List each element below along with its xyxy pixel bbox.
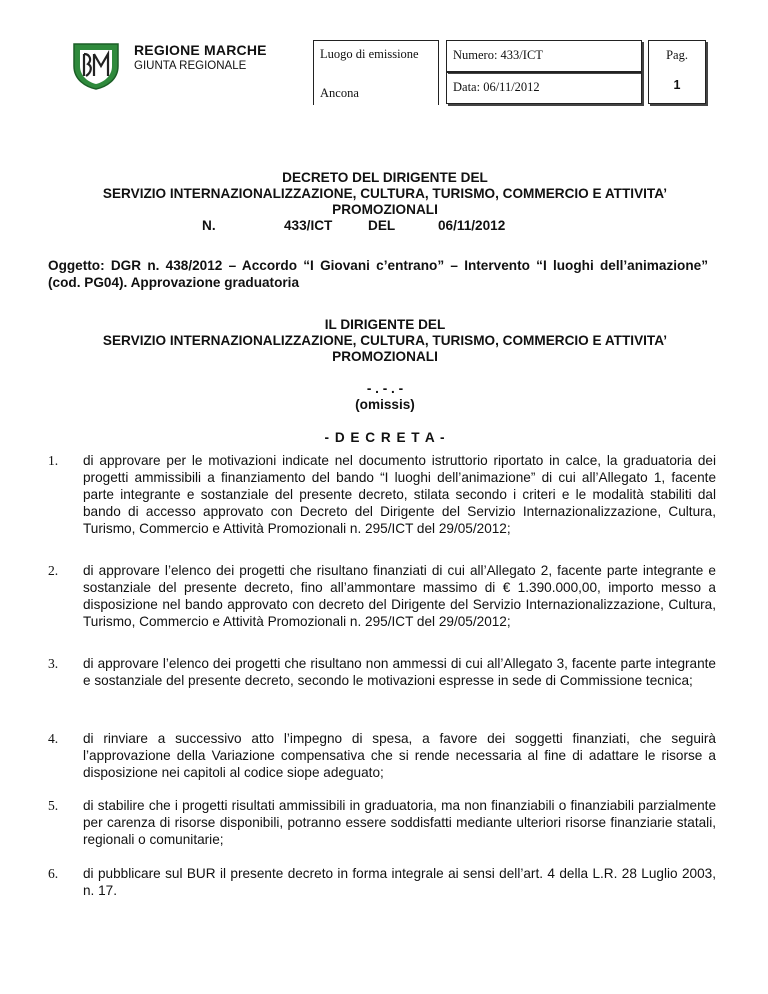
item-number: 3. (48, 656, 59, 671)
item-text: di approvare l’elenco dei progetti che risultano non ammessi di cui all’Allegato 3, facente parte integrante e sostanziale del presente decreto, secondo le motivazioni espresse in sede di Commissione tecnica; (83, 656, 716, 688)
place-box (313, 40, 439, 105)
item-text: di approvare per le motivazioni indicate nel documento istruttorio riportato in calce, la graduatoria dei progetti ammissibili a finanziamento del bando “I luoghi dell’animazione” di cui all’Allegato 1, facente parte integrante e sostanziale del presente decreto, stilata secondo i criteri e le modalità stabiliti dal bando di accesso approvato con Decreto del Dirigente del Servizio Internazionalizzazione, Cultura, Turismo, Commercio e Attività Promozionali n. 295/ICT del 29/05/2012; (83, 453, 716, 536)
decree-item-2 (48, 562, 716, 630)
decree-title-line3: PROMOZIONALI (332, 202, 438, 217)
decree-item-6 (48, 865, 716, 899)
item-number: 2. (48, 563, 59, 578)
ref-number: 433/ICT (284, 218, 333, 233)
item-number: 5. (48, 798, 59, 813)
decree-item-1 (48, 452, 716, 537)
item-text: di approvare l’elenco dei progetti che risultano finanziati di cui all’Allegato 2, facente parte integrante e sostanziale del presente decreto, fino all’ammontare massimo di € 1.390.000,00, importo messo a disposizione nel bando approvato con decreto del Dirigente del Servizio Internazionalizzazione, Cultura, Turismo, Commercio e Attività Promozionali n. 295/ICT del 29/05/2012; (83, 563, 716, 629)
page-number: 1 (673, 78, 681, 92)
item-text: di stabilire che i progetti risultati ammissibili in graduatoria, ma non finanziabili o finanziabili parzialmente per carenza di risorse disponibili, potranno essere soddisfatti mediante ulteriori risorse finanziarie statali, regionali o comunitarie; (83, 798, 716, 847)
signer-line3: PROMOZIONALI (332, 349, 438, 364)
signer-line1: IL DIRIGENTE DEL (324, 317, 446, 332)
subject: Oggetto: DGR n. 438/2012 – Accordo “I Giovani c’entrano” – Intervento “I luoghi dell’animazione” (cod. PG04). Approvazione graduatoria (48, 258, 708, 290)
ref-date: 06/11/2012 (438, 218, 506, 233)
page-box (648, 40, 706, 104)
place-label: Luogo di emissione (320, 47, 419, 61)
decree-title-line1: DECRETO DEL DIRIGENTE DEL (282, 170, 488, 185)
place-value: Ancona (320, 86, 359, 100)
regione-marche-logo (70, 40, 122, 90)
number-box (446, 40, 642, 72)
document-number: Numero: 433/ICT (453, 48, 543, 62)
ref-del: DEL (368, 218, 396, 233)
item-number: 6. (48, 866, 59, 881)
separator: - . - . - (366, 381, 404, 396)
item-text: di pubblicare sul BUR il presente decreto in forma integrale ai sensi dell’art. 4 della L.R. 28 Luglio 2003, n. 17. (83, 866, 716, 898)
decree-title-line2: SERVIZIO INTERNAZIONALIZZAZIONE, CULTURA, TURISMO, COMMERCIO E ATTIVITA’ (102, 186, 668, 201)
org-subtitle: GIUNTA REGIONALE (134, 60, 247, 72)
item-text: di rinviare a successivo atto l’impegno di spesa, a favore dei soggetti finanziati, che seguirà l’approvazione della Variazione compensativa che si rende necessaria al fine di adattare le risorse a disposizione nei capitoli al codice siope adeguato; (83, 731, 716, 780)
page-label: Pag. (666, 48, 688, 62)
decree-item-5 (48, 797, 716, 848)
decreta-heading: - D E C R E T A - (324, 430, 446, 445)
item-number: 1. (48, 453, 59, 468)
decree-item-4 (48, 730, 716, 781)
date-box (446, 72, 642, 104)
omissis: (omissis) (355, 397, 415, 412)
decree-item-3 (48, 655, 716, 689)
org-name: REGIONE MARCHE (134, 42, 267, 58)
item-number: 4. (48, 731, 59, 746)
document-date: Data: 06/11/2012 (453, 80, 540, 94)
ref-n: N. (202, 218, 216, 233)
signer-line2: SERVIZIO INTERNAZIONALIZZAZIONE, CULTURA, TURISMO, COMMERCIO E ATTIVITA’ (102, 333, 668, 348)
